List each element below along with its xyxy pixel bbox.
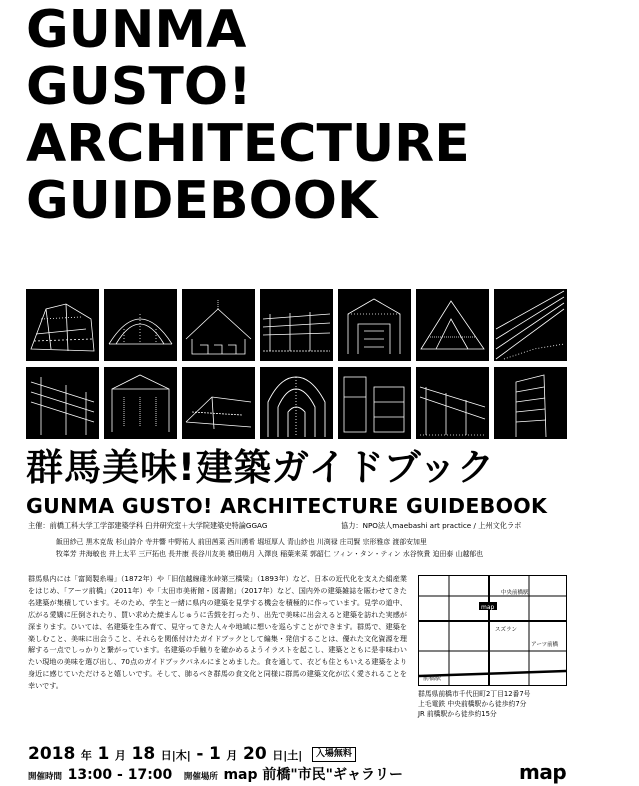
map-label-station: 前橋駅: [423, 675, 442, 682]
date-year: 2018: [28, 744, 76, 764]
illustration-tile: [338, 367, 411, 439]
event-time-venue: [28, 764, 403, 784]
date-start-day: 18: [131, 744, 156, 764]
address-line-2: 上毛電鉄 中央前橋駅から徒歩約7分: [418, 700, 527, 708]
venue-label: 開催場所: [183, 772, 218, 782]
illustration-tile: [416, 289, 489, 361]
date-day-unit: 日: [160, 749, 172, 762]
date-start-weekday: |木|: [171, 749, 191, 762]
japanese-title: 群馬美味!建築ガイドブック: [26, 446, 496, 489]
illustration-tile: [26, 289, 99, 361]
title-line-2: GUSTO!: [26, 57, 252, 117]
time-label: 開催時間: [28, 772, 63, 782]
venue-name: map 前橋"市民"ギャラリー: [223, 767, 403, 783]
time-value: 13:00 - 17:00: [67, 767, 173, 783]
main-title: [26, 2, 586, 230]
date-separator: -: [196, 744, 204, 764]
title-line-1: GUNMA: [26, 0, 247, 60]
illustration-tile: [182, 367, 255, 439]
access-map: [418, 575, 567, 686]
address-line-3: JR 前橋駅から徒歩約15分: [418, 710, 497, 718]
date-month-unit: 月: [114, 749, 126, 762]
participants-line-2: 牧峯芳 井海敏也 井上太平 三戸拓也 長井康 長谷川友美 横田萌月 入澤良 稲葉来菜 郭韶仁 フィン・タン・ティン 水谷恢貴 迫田泰 山越郁也: [56, 550, 484, 558]
date-year-unit: 年: [80, 749, 92, 762]
date-end-weekday: |土|: [283, 749, 303, 762]
organizer-credit: 主催：前橋工科大学工学部建築学科 臼井研究室＋大学院建築史特論GGAG: [28, 521, 268, 530]
illustration-tile: [416, 367, 489, 439]
date-end-month: 1: [209, 744, 221, 764]
event-dates: [28, 744, 356, 764]
illustration-tile: [26, 367, 99, 439]
map-label-venue: map: [481, 604, 495, 611]
date-month-unit-2: 月: [226, 749, 238, 762]
map-logo: map: [519, 760, 567, 784]
free-admission-badge: 入場無料: [312, 747, 356, 762]
map-label-arts-maebashi: アーツ前橋: [531, 642, 559, 648]
illustration-tile: [260, 367, 333, 439]
illustration-grid: [26, 289, 566, 441]
english-title: GUNMA GUSTO! ARCHITECTURE GUIDEBOOK: [26, 494, 548, 518]
illustration-tile: [182, 289, 255, 361]
date-end-day: 20: [243, 744, 267, 764]
title-line-4: GUIDEBOOK: [26, 171, 378, 231]
participants-line-1: 飯田紗己 黒木克哉 杉山詩介 寺井響 中野祐人 前田茜菜 西川湧希 堀垣厚人 青山紗也 川渕禄 庄司賢 宗形雅彦 渡部安加里: [56, 538, 427, 546]
illustration-tile: [338, 289, 411, 361]
illustration-tile: [104, 367, 177, 439]
description-text: 群馬県内には「富岡製糸場」（1872年）や「旧信越線碓氷峠第三橋梁」（1893年）など、日本の近代化を支えた絹産業をはじめ、「アーツ前橋」（2011年）や「太田市美術館・図書館」（2017年）など、国内外の建築雑誌を賑わせてきた名建築が集積しています。そのため、学生と一緒に県内の建築を見学する機会を積極的に作っています。見学の道中、広がる愛嬌に圧倒されたり、買い求めた焼まんじゅうに舌鼓を打ったり、出先で美味に出会えると建築を訪れた実感が深まります。ひいては、名建築を生み育て、見守ってきた人々や地域に想いを巡らすことができます。群馬で、建築を楽しむこと、美味に出会うこと、それらを関係付けたガイドブックとして編集・発信することは、優れた文化資源を理解する一点でしっかりと繋がっています。名建築の手触りを確かめるようイラストを起こし、建築とともに是非味わいたい現地の美味を選び出し、70点のガイドブックパネルにまとめました。食を通して、衣ども住ともいえる建築をより身近に感じていただけると嬉しいです。そして、肺るべき群馬の食文化と同様に群馬の建築文化が広く愛されることを幸いです。: [28, 574, 407, 691]
address-line-1: 群馬県前橋市千代田町2丁目12番7号: [418, 690, 531, 698]
map-label-central-station: 中央前橋駅: [501, 590, 529, 596]
illustration-tile: [104, 289, 177, 361]
date-start-month: 1: [97, 744, 110, 764]
illustration-tile: [494, 367, 567, 439]
illustration-tile: [260, 289, 333, 361]
title-line-3: ARCHITECTURE: [26, 114, 470, 174]
illustration-tile: [494, 289, 567, 361]
cooperation-credit: 協力：NPO法人maebashi art practice / 上州文化ラボ: [341, 521, 522, 530]
date-day-unit-2: 日: [272, 749, 284, 762]
map-label-suzuran: スズラン: [495, 627, 518, 633]
